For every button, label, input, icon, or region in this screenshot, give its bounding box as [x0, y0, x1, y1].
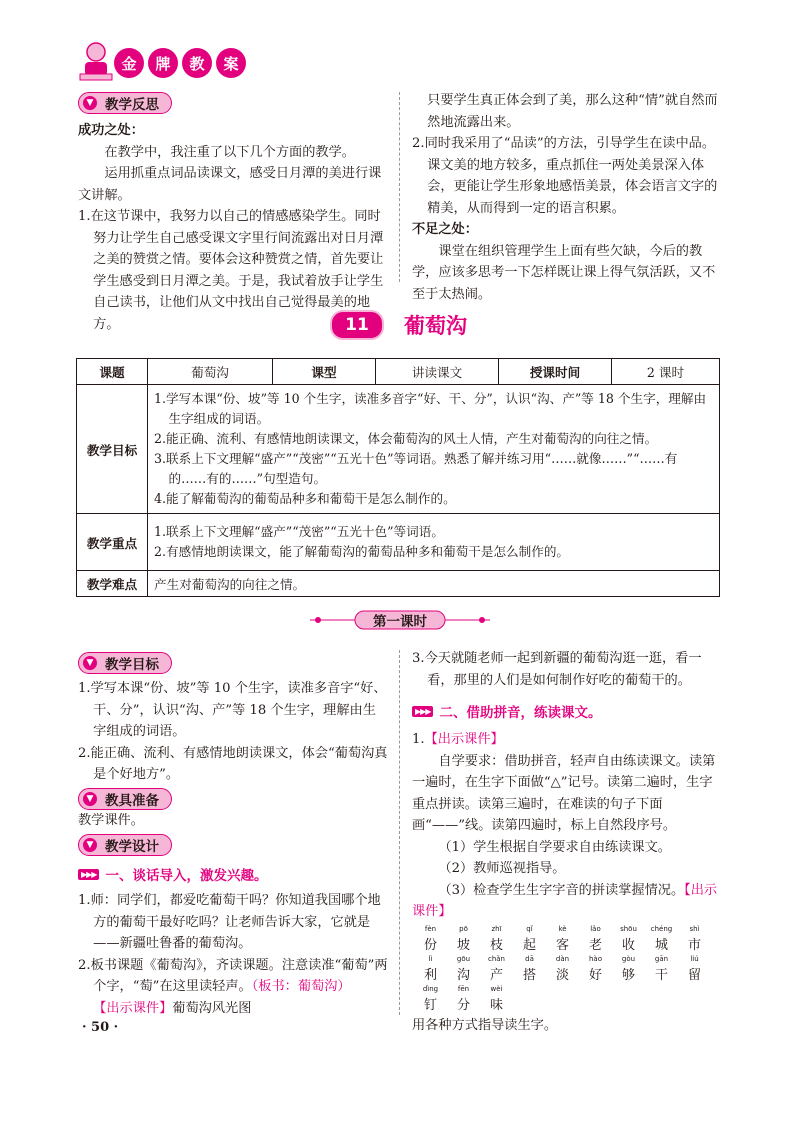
pinyin-label: zhī — [491, 924, 502, 933]
pinyin-label: fēn — [457, 984, 470, 993]
pinyin-label: chéng — [650, 924, 673, 933]
header-banner — [78, 40, 258, 82]
pinyin-label: wèi — [490, 984, 503, 993]
pinyin-label: gòu — [621, 954, 636, 963]
character-row — [414, 994, 724, 1015]
hanzi-char: 好 — [588, 967, 602, 983]
paragraph: 1.学写本课“份、坡”等 10 个生字，读准多音字“好、干、分”，认识“沟、产”等 18 个生字，理解由生字组成的词语。 — [78, 681, 387, 739]
hanzi-char: 利 — [423, 967, 437, 983]
arrow-icon: ▶▶▶ — [78, 869, 99, 880]
hanzi-char: 味 — [489, 997, 503, 1013]
table-cell: 讲读课文 — [376, 359, 499, 385]
hanzi-char: 够 — [621, 967, 635, 983]
table-header: 课型 — [273, 359, 376, 385]
hanzi-char: 分 — [456, 997, 470, 1013]
hanzi-char: 份 — [423, 937, 437, 953]
hanzi-char: 钉 — [423, 997, 437, 1013]
hanzi-char: 搭 — [522, 967, 536, 983]
hanzi-char: 枝 — [489, 937, 503, 953]
pinyin-label: dā — [525, 954, 534, 963]
paragraph: 用各种方式指导读生字。 — [412, 1017, 558, 1033]
table-header: 课题 — [77, 359, 148, 385]
paragraph: 2.板书课题《葡萄沟》，齐读课题。注意读准“葡萄”两个字，“萄”在这里读轻声。（板书：葡萄沟） — [78, 957, 388, 994]
list-item: 2.有感情地朗读课文，能了解葡萄沟的葡萄品种多和葡萄干是怎么制作的。 — [154, 544, 570, 559]
pinyin-label: gōu — [456, 954, 471, 963]
list-item: 1.联系上下文理解“盛产”“茂密”“五光十色”等词语。 — [154, 524, 444, 539]
paragraph: 课堂在组织管理学生上面有些欠缺，今后的教学，应该多思考一下怎样既让课上得气氛活跃，又不至于太热闹。 — [412, 243, 716, 302]
pinyin-row — [414, 955, 724, 964]
paragraph: 1.师：同学们，都爱吃葡萄干吗？你知道我国哪个地方的葡萄干最好吃吗？让老师告诉大家，它就是——新疆吐鲁番的葡萄沟。 — [78, 893, 381, 951]
chevron-down-icon: ▼ — [83, 656, 97, 670]
lesson-name: 葡萄沟 — [404, 313, 467, 338]
shortcoming-label: 不足之处： — [412, 222, 478, 237]
arrow-icon: ▶▶▶ — [412, 706, 433, 717]
table-header: 教学重点 — [77, 514, 148, 571]
pinyin-label: dìng — [422, 984, 439, 993]
header-char: 牌 — [148, 48, 178, 78]
hanzi-char: 淡 — [555, 967, 569, 983]
paragraph: （2）教师巡视指导。 — [438, 861, 566, 876]
table-cell: 产生对葡萄沟的向往之情。 — [148, 571, 720, 597]
table-cell — [148, 514, 720, 571]
hanzi-char: 客 — [555, 937, 569, 953]
paragraph: 只要学生真正体会到了美，那么这种“情”就自然而然地流露出来。 — [427, 93, 718, 130]
table-header: 授课时间 — [499, 359, 612, 385]
header-char: 案 — [216, 48, 246, 78]
pinyin-label: fèn — [424, 924, 437, 933]
courseware-tag: 【出示课件】 — [93, 1000, 173, 1016]
reflection-heading: ▼ 教学反思 — [78, 92, 172, 114]
pinyin-label: chǎn — [487, 954, 505, 963]
hanzi-char: 坡 — [456, 937, 470, 953]
success-label: 成功之处： — [78, 123, 144, 138]
hanzi-char: 沟 — [456, 967, 470, 983]
goals-heading: ▼ 教学目标 — [78, 652, 172, 674]
hanzi-char: 收 — [621, 937, 635, 953]
pinyin-label: dàn — [555, 954, 570, 963]
paragraph: 1.在这节课中，我努力以自己的情感感染学生。同时努力让学生自己感受课文字里行间流露出对日月潭之美的赞赏之情。要体会这种赞赏之情，首先要让学生感受到日月潭之美。于是，我试着放手让学生自己读书，让他们从文中找出自己觉得最美的地方。 — [78, 209, 384, 332]
pinyin-label: gān — [654, 954, 669, 963]
chevron-down-icon: ▼ — [83, 792, 97, 806]
paragraph: 2.能正确、流利、有感情地朗读课文，体会“葡萄沟真是个好地方”。 — [78, 745, 388, 782]
hanzi-char: 干 — [654, 967, 668, 983]
courseware-tag: 【出示课件】 — [424, 732, 504, 747]
pinyin-row — [414, 925, 724, 934]
lesson-number-badge: 11 — [330, 310, 384, 340]
list-item: 3.联系上下文理解“盛产”“茂密”“五光十色”等词语。熟悉了解并练习用“……就像……”“……有的……有的……”句型造句。 — [154, 451, 678, 486]
hanzi-char: 起 — [522, 937, 536, 953]
paragraph: 3.今天就随老师一起到新疆的葡萄沟逛一逛，看一看，那里的人们是如何制作好吃的葡萄干的。 — [412, 651, 702, 688]
period-title: 第一课时 — [373, 614, 427, 630]
paragraph: 运用抓重点词品读课文，感受日月潭的美进行课文讲解。 — [78, 166, 382, 203]
list-item: 4.能了解葡萄沟的葡萄品种多和葡萄干是怎么制作的。 — [154, 491, 456, 506]
step-heading: ▶▶▶ 一、谈话导入，激发兴趣。 — [78, 864, 388, 884]
chevron-down-icon: ▼ — [83, 838, 97, 852]
courseware-tag: 【出示课件】 — [412, 882, 718, 919]
pinyin-label: lǎo — [590, 924, 601, 933]
pinyin-row — [414, 985, 724, 994]
column-divider — [399, 92, 400, 282]
table-cell — [148, 385, 720, 514]
pinyin-label: lì — [428, 954, 433, 963]
chevron-down-icon: ▼ — [83, 96, 97, 110]
pinyin-label: kè — [558, 924, 567, 933]
paragraph: 在教学中，我注重了以下几个方面的教学。 — [104, 144, 355, 160]
character-table — [412, 925, 724, 1015]
hanzi-char: 老 — [588, 937, 602, 953]
list-item: 2.能正确、流利、有感情地朗读课文，体会葡萄沟的风土人情，产生对葡萄沟的向往之情。 — [154, 431, 658, 446]
paragraph: （1）学生根据自学要求自由练读课文。 — [438, 839, 671, 855]
step-heading: ▶▶▶ 二、借助拼音，练读课文。 — [412, 701, 724, 721]
pinyin-label: liú — [690, 954, 699, 963]
pinyin-label: pō — [459, 924, 468, 933]
design-heading: ▼ 教学设计 — [78, 834, 172, 856]
column-divider — [399, 650, 400, 1015]
list-item: 1.学写本课“份、坡”等 10 个生字，读准多音字“好、干、分”，认识“沟、产”等 18 个生字，理解由生字组成的词语。 — [154, 391, 707, 426]
character-row — [414, 964, 724, 985]
header-char: 金 — [114, 48, 144, 78]
table-cell: 2 课时 — [612, 359, 720, 385]
lesson-plan-table — [76, 358, 720, 597]
prep-heading: ▼ 教具准备 — [78, 788, 172, 810]
paragraph: 1.【出示课件】 — [412, 732, 504, 747]
table-header: 教学难点 — [77, 571, 148, 597]
hanzi-char: 留 — [687, 967, 701, 983]
paragraph: 教学课件。 — [78, 812, 144, 828]
board-note: （板书：葡萄沟） — [251, 979, 351, 994]
period-divider — [310, 609, 490, 631]
hanzi-char: 产 — [489, 967, 503, 983]
pinyin-label: shōu — [620, 924, 637, 933]
teacher-mascot-icon — [78, 40, 114, 82]
page-number: · 50 · — [82, 1020, 119, 1035]
pinyin-label: qǐ — [526, 924, 533, 933]
pinyin-label: shì — [689, 924, 700, 933]
pinyin-label: hào — [588, 954, 602, 963]
table-header: 教学目标 — [77, 385, 148, 514]
header-char: 教 — [182, 48, 212, 78]
table-cell: 葡萄沟 — [148, 359, 273, 385]
hanzi-char: 市 — [687, 937, 701, 953]
paragraph: （3）检查学生生字字音的拼读掌握情况。【出示课件】 — [412, 882, 718, 919]
hanzi-char: 城 — [654, 937, 668, 953]
character-row — [414, 934, 724, 955]
paragraph: 【出示课件】葡萄沟风光图 — [93, 1000, 252, 1016]
lesson-title — [330, 310, 467, 340]
paragraph: 2.同时我采用了“品读”的方法，引导学生在读中品。课文美的地方较多，重点抓住一两处美景深入体会，更能让学生形象地感悟美景，体会语言文字的精美，从而得到一定的语言积累。 — [412, 136, 718, 216]
paragraph: 自学要求：借助拼音，轻声自由练读课文。读第一遍时，在生字下面做“△”记号。读第二遍时，生字重点拼读。读第三遍时，在难读的句子下面画“——”线。读第四遍时，标上自然段序号。 — [412, 753, 716, 833]
